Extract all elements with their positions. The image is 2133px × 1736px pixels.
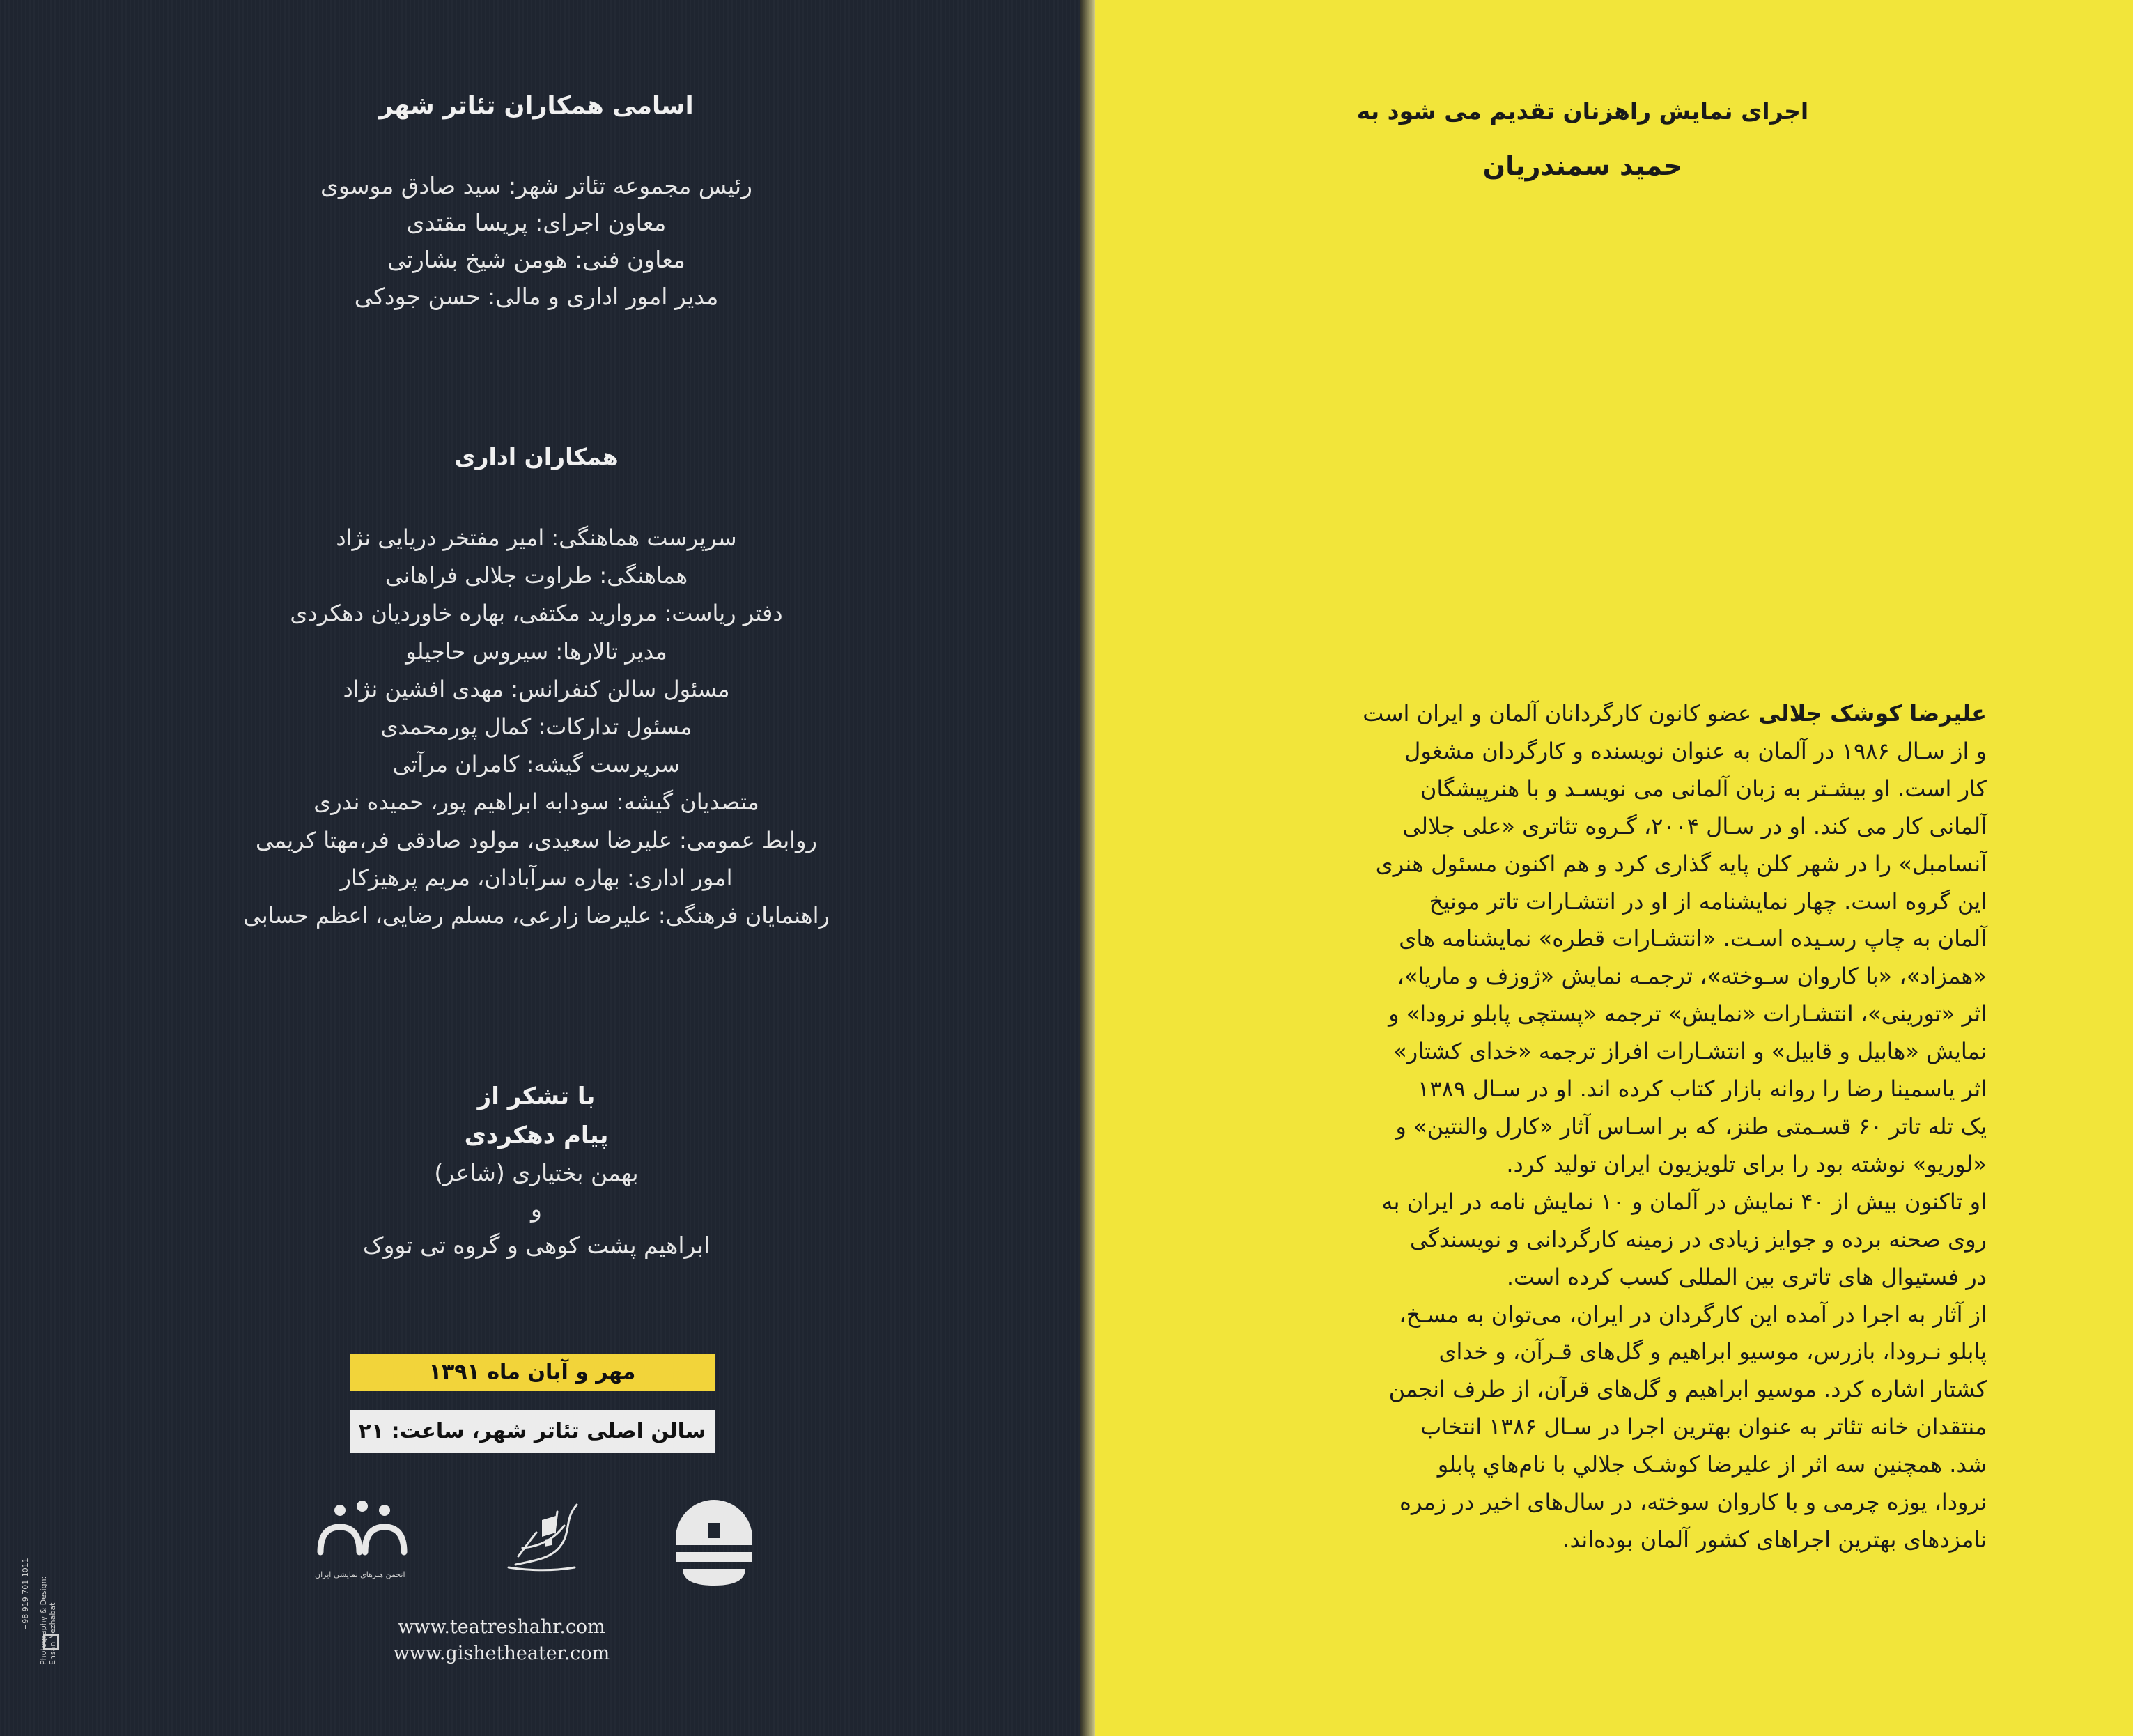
admin-staff-line: هماهنگی: طراوت جلالی فراهانی: [385, 562, 688, 589]
staff-line: معاون اجرای: پریسا مقتدی: [406, 209, 667, 236]
admin-staff-line: سرپرست گیشه: کامران مرآتی: [392, 751, 681, 778]
staff-heading: اسامی همکاران تئاتر شهر: [379, 92, 694, 120]
admin-staff-line: مدیر تالارها: سیروس حاجیلو: [405, 637, 667, 665]
bio-line: منتقدان خانه تئاتر به عنوان بهترین اجرا در سـال ۱۳۸۶ انتخاب: [1420, 1413, 1987, 1441]
bio-line: شد. همچنین سه اثر از علیرضا کوشـک جلالي با نام‌هاي پابلو: [1437, 1451, 1987, 1478]
iran-dramatic-arts-logo-icon: [307, 1498, 418, 1581]
bio-line: آلمانی کار می کند. او در سـال ۲۰۰۴، گـروه تئاتری «علی جلالی: [1402, 812, 1987, 839]
dedication-line: اجرای نمایش راهزنان تقدیم می شود به: [1356, 98, 1809, 125]
bio-line: این گروه است. چهار نمایشنامه از او در انتشـارات تاتر مونیخ: [1429, 888, 1987, 915]
bio-line: روی صحنه برده و جوایز زیادی در زمینه کارگردانی و نویسندگی: [1409, 1225, 1987, 1253]
book-spine: [1080, 0, 1095, 1736]
gishetheater-url[interactable]: www.gishetheater.com: [393, 1643, 610, 1664]
logo-caption: انجمن هنرهای نمایشی ایران: [315, 1570, 405, 1579]
cultural-center-logo-icon: [488, 1498, 592, 1581]
bio-line: «لوریو» نوشته بود را برای تلویزیون ایران تولید کرد.: [1506, 1150, 1987, 1177]
designer-mark-icon: [43, 1634, 59, 1650]
bio-line: و از سـال ۱۹۸۶ در آلمان به عنوان نویسنده و کارگردان مشغول: [1404, 737, 1987, 764]
bio-line: کشتار اشاره کرد. موسیو ابراهیم و گل‌های قرآن، از طرف انجمن: [1388, 1376, 1987, 1403]
bio-line: آنسامبل» را در شهر کلن پایه گذاری کرد و هم اکنون مسئول هنری: [1375, 850, 1987, 877]
bio-line: «همزاد»، «با کاروان سـوخته»، ترجمـه نمایش «ژوزف و ماریا»،: [1397, 963, 1987, 990]
staff-list: [265, 167, 808, 315]
bio-line: نامزدهای بهترین اجراهای کشور آلمان بوده‌اند.: [1562, 1526, 1987, 1553]
staff-line: رئیس مجموعه تئاتر شهر: سید صادق موسوی: [320, 172, 752, 199]
admin-staff-line: دفتر ریاست: مروارید مکتفی، بهاره خاوردیان دهکردی: [290, 600, 783, 627]
bio-line: نرودا، یوزه چرمی و با کاروان سوخته، در سال‌های اخیر در زمره: [1399, 1489, 1987, 1516]
sponsor-logos: [307, 1498, 766, 1602]
admin-staff-line: مسئول تدارکات: کمال پورمحمدی: [380, 713, 692, 741]
admin-staff-list: [160, 519, 913, 934]
credit-phone: +98 919 701 1011: [21, 1558, 30, 1630]
website-links: [362, 1614, 641, 1667]
admin-staff-line: روابط عمومی: علیرضا سعیدی، مولود صادقی فر،مهتا کریمی: [256, 826, 817, 853]
director-biography: [1262, 695, 1987, 1559]
admin-staff-line: متصدیان گیشه: سودابه ابراهیم پور، حمیده ندری: [313, 789, 759, 816]
venue-time-box: سالن اصلی تئاتر شهر، ساعت: ۲۱: [350, 1410, 715, 1453]
thanks-line: ابراهیم پشت کوهی و گروه تی تووک: [362, 1232, 711, 1259]
teatreshahr-url[interactable]: www.teatreshahr.com: [398, 1616, 605, 1638]
bio-line: کار است. او بیشـتر به زبان آلمانی می نویسـد و با هنرپیشگان: [1420, 775, 1987, 802]
dedicated-name: حمید سمندریان: [1482, 150, 1683, 181]
admin-heading: همکاران اداری: [454, 443, 619, 470]
staff-line: مدیر امور اداری و مالی: حسن جودکی: [354, 283, 719, 310]
performance-date-box: مهر و آبان ماه ۱۳۹۱: [350, 1354, 715, 1391]
bio-line: از آثار به اجرا در آمده این کارگردان در ایران، می‌توان به مسـخ،: [1399, 1301, 1987, 1328]
director-bio-page: [1095, 0, 2133, 1736]
thanks-conjunction: و: [531, 1195, 542, 1223]
admin-staff-line: امور اداری: بهاره سرآبادان، مریم پرهیزکار: [340, 864, 733, 891]
bio-line: علیرضا کوشک جلالی عضو کانون کارگردانان آلمان و ایران است: [1363, 700, 1987, 727]
thanks-line: بهمن بختیاری (شاعر): [434, 1159, 639, 1186]
staff-line: معاون فنی: هومن شیخ بشارتی: [387, 246, 685, 273]
admin-staff-line: راهنمایان فرهنگی: علیرضا زارعی، مسلم رضایی، اعظم حسابی: [243, 902, 830, 929]
bio-line: در فستیوال های تاتری بین المللی کسب کرده است.: [1506, 1263, 1987, 1290]
admin-staff-line: سرپرست هماهنگی: امیر مفتخر دریایی نژاد: [336, 525, 737, 551]
bio-line: او تاکنون بیش از ۴۰ نمایش در آلمان و ۱۰ نمایش نامه در ایران به: [1381, 1188, 1987, 1215]
bio-line: نمایش «هابیل و قابیل» و انتشـارات افراز ترجمه «خدای کشتار»: [1393, 1038, 1987, 1065]
admin-staff-line: مسئول سالن کنفرانس: مهدی افشین نژاد: [343, 675, 730, 702]
thanks-name: پیام دهکردی: [464, 1122, 609, 1149]
bio-line: اثر یاسمینا رضا را روانه بازار کتاب کرده اند. او در سـال ۱۳۸۹: [1418, 1076, 1987, 1103]
teatre-shahr-logo-icon: [669, 1498, 759, 1588]
bio-line: اثر «تورینی»، انتشـارات «نمایش» ترجمه «پستچی پابلو نرودا» و: [1388, 1000, 1987, 1028]
acknowledgements: [265, 1077, 808, 1264]
thanks-heading: با تشکر از: [477, 1083, 596, 1110]
director-name: علیرضا کوشک جلالی: [1758, 700, 1987, 727]
credit-line: Photography & Design:: [39, 1576, 48, 1665]
bio-line: پابلو نـرودا، بازرس، موسیو ابراهیم و گل‌های قـرآن، و خدای: [1438, 1338, 1987, 1365]
bio-line: یک تله تاتر ۶۰ قسـمتی طنز، که بر اسـاس آثار «کارل والنتین» و: [1395, 1113, 1987, 1140]
credit-line: Ehsan Nezhabat: [48, 1602, 57, 1665]
bio-line: آلمان به چاپ رسـیده اسـت. «انتشـارات قطره» نمایشنامه های: [1399, 925, 1987, 952]
